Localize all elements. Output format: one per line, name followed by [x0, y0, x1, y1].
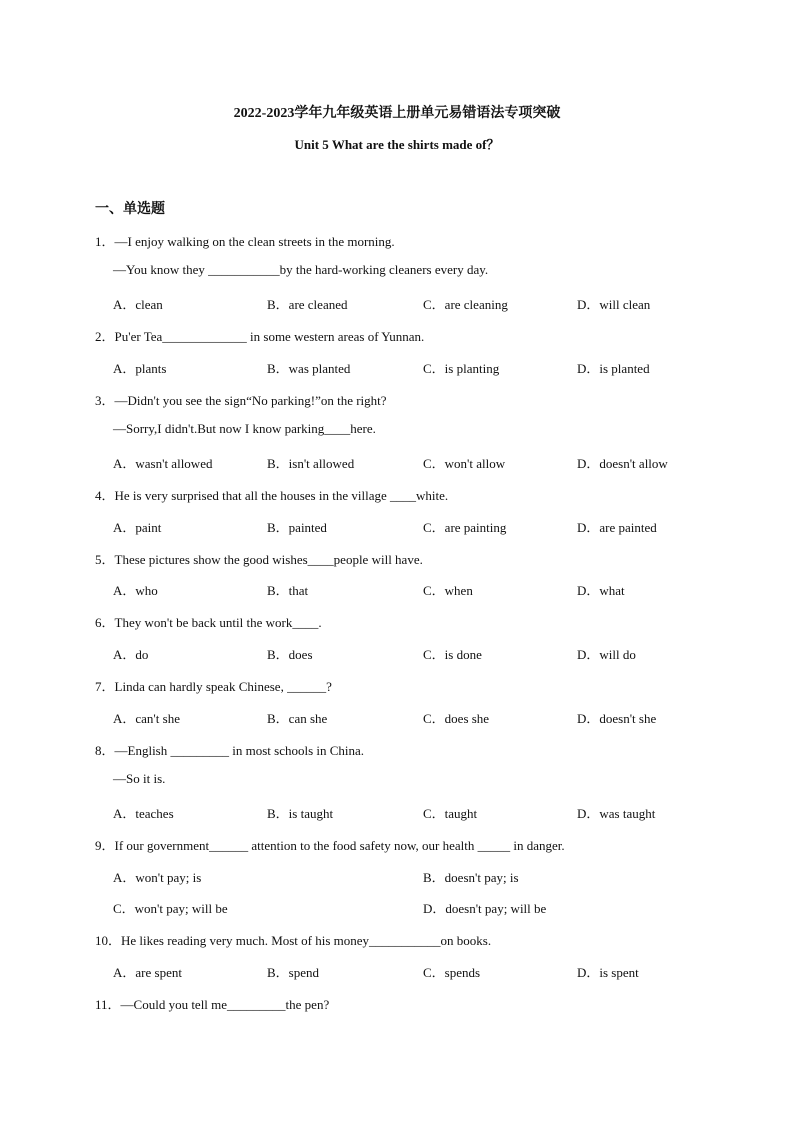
- question-8: 8．—English _________ in most schools in China.: [95, 743, 365, 758]
- q10-option-a[interactable]: A．are spent: [113, 965, 182, 980]
- question-6: 6．They won't be back until the work____.: [95, 615, 322, 630]
- q10-option-d[interactable]: D．is spent: [577, 965, 639, 980]
- q3-option-d[interactable]: D．doesn't allow: [577, 456, 668, 471]
- question-5: 5．These pictures show the good wishes____people will have.: [95, 552, 423, 567]
- question-9: 9．If our government______ attention to the food safety now, our health _____ in danger.: [95, 838, 565, 853]
- q8-option-a[interactable]: A．teaches: [113, 806, 174, 821]
- q7-option-d[interactable]: D．doesn't she: [577, 711, 657, 726]
- q4-option-d[interactable]: D．are painted: [577, 520, 657, 535]
- q3-option-b[interactable]: B．isn't allowed: [267, 456, 355, 471]
- q10-option-b[interactable]: B．spend: [267, 965, 320, 980]
- q5-option-c[interactable]: C．when: [423, 583, 473, 598]
- question-7: 7．Linda can hardly speak Chinese, ______?: [95, 679, 332, 694]
- q4-option-c[interactable]: C．are painting: [423, 520, 507, 535]
- q8-option-d[interactable]: D．was taught: [577, 806, 656, 821]
- q6-option-c[interactable]: C．is done: [423, 647, 482, 662]
- q5-option-d[interactable]: D．what: [577, 583, 625, 598]
- q7-option-b[interactable]: B．can she: [267, 711, 328, 726]
- q6-option-a[interactable]: A．do: [113, 647, 149, 662]
- q2-option-d[interactable]: D．is planted: [577, 361, 650, 376]
- q2-option-b[interactable]: B．was planted: [267, 361, 351, 376]
- question-10: 10．He likes reading very much. Most of his money___________on books.: [95, 933, 492, 948]
- q5-option-b[interactable]: B．that: [267, 583, 309, 598]
- q3-option-a[interactable]: A．wasn't allowed: [113, 456, 213, 471]
- q2-option-c[interactable]: C．is planting: [423, 361, 500, 376]
- q1-option-a[interactable]: A．clean: [113, 297, 163, 312]
- question-11: 11．—Could you tell me_________the pen?: [95, 997, 330, 1012]
- q1-option-c[interactable]: C．are cleaning: [423, 297, 508, 312]
- q4-option-b[interactable]: B．painted: [267, 520, 327, 535]
- q9-option-d[interactable]: D．doesn't pay; will be: [423, 901, 547, 916]
- q7-option-a[interactable]: A．can't she: [113, 711, 180, 726]
- q9-option-c[interactable]: C．won't pay; will be: [113, 901, 228, 916]
- q5-option-a[interactable]: A．who: [113, 583, 158, 598]
- q8-option-b[interactable]: B．is taught: [267, 806, 334, 821]
- q1-option-b[interactable]: B．are cleaned: [267, 297, 348, 312]
- q2-option-a[interactable]: A．plants: [113, 361, 167, 376]
- document-title: 2022-2023学年九年级英语上册单元易错语法专项突破: [233, 106, 561, 121]
- question-4: 4．He is very surprised that all the houses in the village ____white.: [95, 488, 449, 503]
- question-1: 1．—I enjoy walking on the clean streets in the morning.: [95, 234, 395, 249]
- q9-option-a[interactable]: A．won't pay; is: [113, 870, 202, 885]
- q1-option-d[interactable]: D．will clean: [577, 297, 651, 312]
- question-1-line-2: —You know they ___________by the hard-working cleaners every day.: [113, 262, 489, 277]
- q10-option-c[interactable]: C．spends: [423, 965, 481, 980]
- question-3: 3．—Didn't you see the sign“No parking!”on the right?: [95, 393, 387, 408]
- question-8-line-2: —So it is.: [113, 771, 166, 786]
- q4-option-a[interactable]: A．paint: [113, 520, 162, 535]
- question-3-line-2: —Sorry,I didn't.But now I know parking____here.: [113, 421, 376, 436]
- q6-option-b[interactable]: B．does: [267, 647, 313, 662]
- section-heading: 一、单选题: [95, 202, 165, 217]
- q8-option-c[interactable]: C．taught: [423, 806, 478, 821]
- document-subtitle: Unit 5 What are the shirts made of？: [294, 137, 500, 152]
- q9-option-b[interactable]: B．doesn't pay; is: [423, 870, 519, 885]
- q3-option-c[interactable]: C．won't allow: [423, 456, 506, 471]
- q7-option-c[interactable]: C．does she: [423, 711, 490, 726]
- question-2: 2．Pu'er Tea_____________ in some western areas of Yunnan.: [95, 329, 425, 344]
- q6-option-d[interactable]: D．will do: [577, 647, 636, 662]
